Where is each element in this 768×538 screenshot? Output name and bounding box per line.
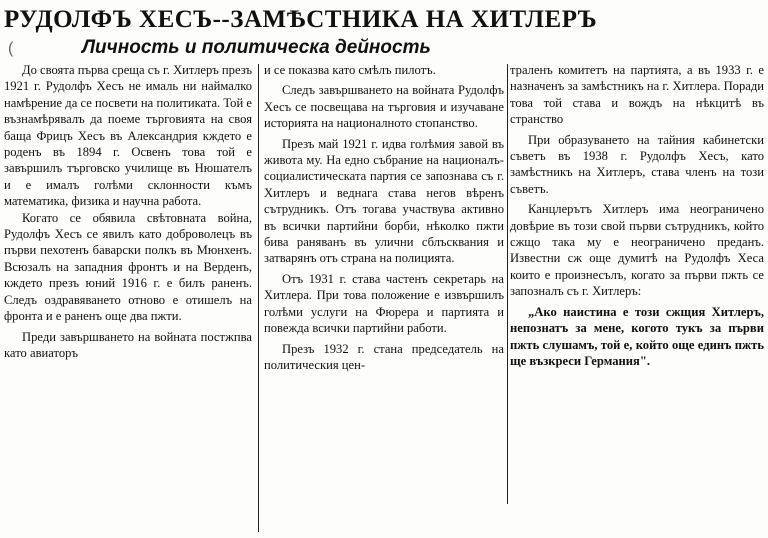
paragraph: Отъ 1931 г. става частенъ секретарь на Хитлера. При това положение е извършилъ голѣми услуги на Фюрера и партията и повежда всички партийни работи. [264, 271, 504, 336]
subheadline: Личность и политическа дейность [82, 37, 431, 58]
headline: РУДОЛФЪ ХЕСЪ--ЗАМѢСТНИКА НА ХИТЛЕРЪ [4, 6, 598, 33]
paragraph: траленъ комитетъ на партията, а въ 1933 г. е назначенъ за замѣстникъ на г. Хитлера. Поради това той става и вождъ на нѣкцитѣ въ странство [510, 63, 764, 127]
paragraph: Презъ май 1921 г. идва голѣмия завой въ живота му. На едно събрание на националъ-социалистическата партия се запознава съ г. Хитлеръ и веднага става негов вѣренъ сътрудникъ. Отъ тогава участвува активно въ всички партийни борби, нѣколко пжти бива раняванъ въ улични сблъсквания и затварянъ отъ страна на полицията. [264, 136, 504, 266]
paragraph: Следъ завършването на войната Рудолфъ Хесъ се посвещава на търговия и изучаване историята на националното стопанство. [264, 83, 504, 131]
column-1 [4, 62, 252, 361]
paragraph: Когато се обявила свѣтовната война, Рудолфъ Хесъ се явилъ като доброволецъ въ първи пехотенъ баварски полкъ въ Мюнхенъ. Всюзалъ на западния фронтъ и на Верденъ, кждето презъ юний 1916 г. е билъ раненъ. Следъ оздравяването отново е отишелъ на фронта и е раненъ още два пжти. [4, 210, 252, 324]
column-divider [258, 64, 259, 532]
paragraph: До своята първа среща съ г. Хитлеръ презъ 1921 г. Рудолфъ Хесъ не ималь ни наймалко намѣрение да се посвети на политиката. Той е възнамѣрявалъ да поеме търговията на своя баща Фрицъ Хесъ въ Александрия кждето е роденъ въ 1894 г. Освенъ това той е завършилъ търговско училище въ Нюшателъ и е ималъ голѣми склонности къмъ математика, физика и научна работа. [4, 63, 252, 209]
column-2 [264, 62, 504, 373]
quote-paragraph: „Ако наистина е този сжщия Хитлеръ, непознатъ за мене, когото тукъ за първи пжть слушамъ, той е, който още единъ пжть ще възкреси Германия". [510, 304, 764, 368]
paragraph: Презъ 1932 г. стана председатель на политическия цен- [264, 341, 504, 372]
paragraph: Преди завършването на войната постжпва като авиаторъ [4, 329, 252, 360]
paragraph: и се показва като смѣлъ пилотъ. [264, 63, 436, 77]
paragraph: Канцлерътъ Хитлеръ има неограничено довѣрие въ този свой първи сътрудникъ, който сжщо така му е неограничено преданъ. Известни сж още думитѣ на Рудолфъ Хеса които е произнесълъ, когато за първи пжть се запозналъ съ г. Хитлеръ: [510, 202, 764, 299]
column-divider [507, 64, 508, 504]
column-3 [510, 62, 764, 369]
subhead-mark: ( [8, 40, 14, 57]
paragraph: При образуването на тайния кабинетски съветъ въ 1938 г. Рудолфъ Хесъ, като замѣстникъ на Хитлеръ, става членъ на този съветъ. [510, 132, 764, 196]
